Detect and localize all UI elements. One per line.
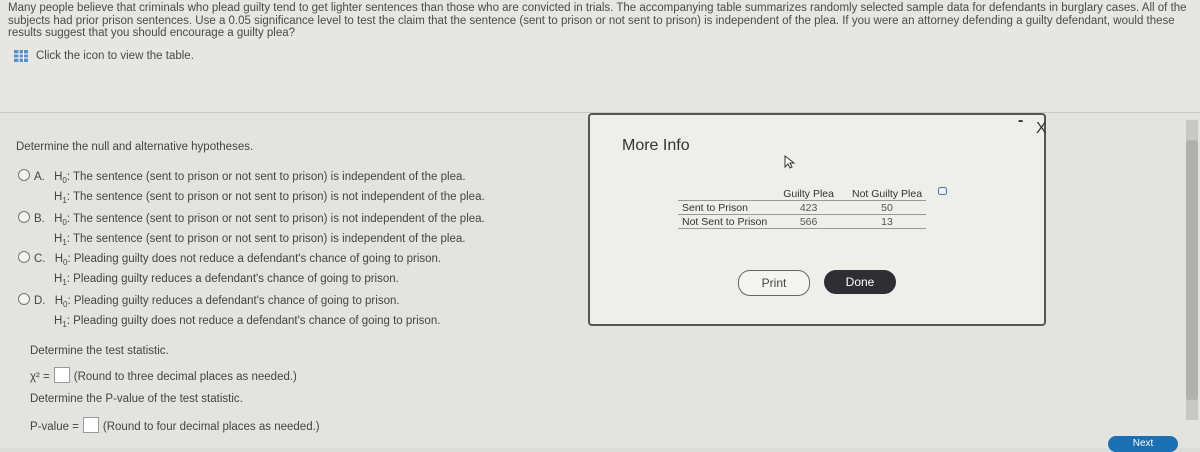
option-a[interactable]: A. $H_0$: The sentence (sent to prison or not sent to prison) is independent of the plea. $H_1$: The sentence (sent to prison or not sent to prison) is not independent of the plea. — [18, 169, 485, 209]
problem-panel — [0, 0, 1200, 112]
done-button[interactable]: Done — [824, 270, 896, 294]
copy-icon[interactable] — [938, 187, 947, 195]
test-stat-prompt: Determine the test statistic. — [30, 345, 169, 357]
option-b[interactable]: B. $H_0$: The sentence (sent to prison or not sent to prison) is not independent of the plea. $H_1$: The sentence (sent to prison or not sent to prison) is independent of the plea. — [18, 211, 485, 251]
problem-text: Many people believe that criminals who plead guilty tend to get lighter sentences than those who are convicted in trials. The accompanying table summarizes randomly selected sample data for defendants in burglary cases. All of the subjects had prior prison sentences. Use a 0.05 significance level to test the claim that the sentence (sent to prison or not sent to prison) is independent of the plea. If you were an attorney defending a guilty defendant, would these results suggest that you should encourage a guilty plea? — [8, 2, 1187, 39]
hypotheses-prompt: Determine the null and alternative hypotheses. — [16, 141, 254, 153]
radio-b[interactable] — [18, 211, 30, 223]
option-d[interactable]: D. $H_0$: Pleading guilty reduces a defendant's chance of going to prison. $H_1$: Pleading guilty does not reduce a defendant's chance of going to prison. — [18, 293, 440, 333]
pvalue-row: P-value = (Round to four decimal places as needed.) — [30, 417, 320, 433]
col-not-guilty: Not Guilty Plea — [838, 187, 926, 201]
col-guilty: Guilty Plea — [779, 187, 838, 201]
radio-d[interactable] — [18, 293, 30, 305]
table-link-text[interactable]: Click the icon to view the table. — [36, 50, 194, 62]
pvalue-prompt: Determine the P-value of the test statistic. — [30, 393, 243, 405]
minimize-icon[interactable]: - — [1018, 112, 1024, 129]
pvalue-input[interactable] — [83, 417, 99, 433]
cursor-icon — [784, 155, 796, 169]
table-icon[interactable] — [14, 50, 28, 62]
scrollbar[interactable] — [1186, 120, 1198, 420]
test-stat-row: χ² = (Round to three decimal places as needed.) — [30, 367, 297, 383]
table-row: Sent to Prison 423 50 — [678, 201, 926, 215]
table-link-row[interactable] — [14, 50, 194, 62]
table-row: Not Sent to Prison 566 13 — [678, 215, 926, 229]
option-c[interactable]: C. $H_0$: Pleading guilty does not reduce a defendant's chance of going to prison. $H_1$: Pleading guilty reduces a defendant's chance of going to prison. — [18, 251, 441, 291]
radio-c[interactable] — [18, 251, 30, 263]
chi-square-input[interactable] — [54, 367, 70, 383]
data-table — [678, 187, 926, 229]
print-button[interactable]: Print — [738, 270, 810, 296]
more-info-dialog — [588, 113, 1046, 326]
dialog-title: More Info — [622, 137, 690, 154]
next-button[interactable]: Next — [1108, 436, 1178, 452]
radio-a[interactable] — [18, 169, 30, 181]
close-icon[interactable]: X — [1036, 120, 1047, 137]
scroll-thumb[interactable] — [1186, 140, 1198, 400]
